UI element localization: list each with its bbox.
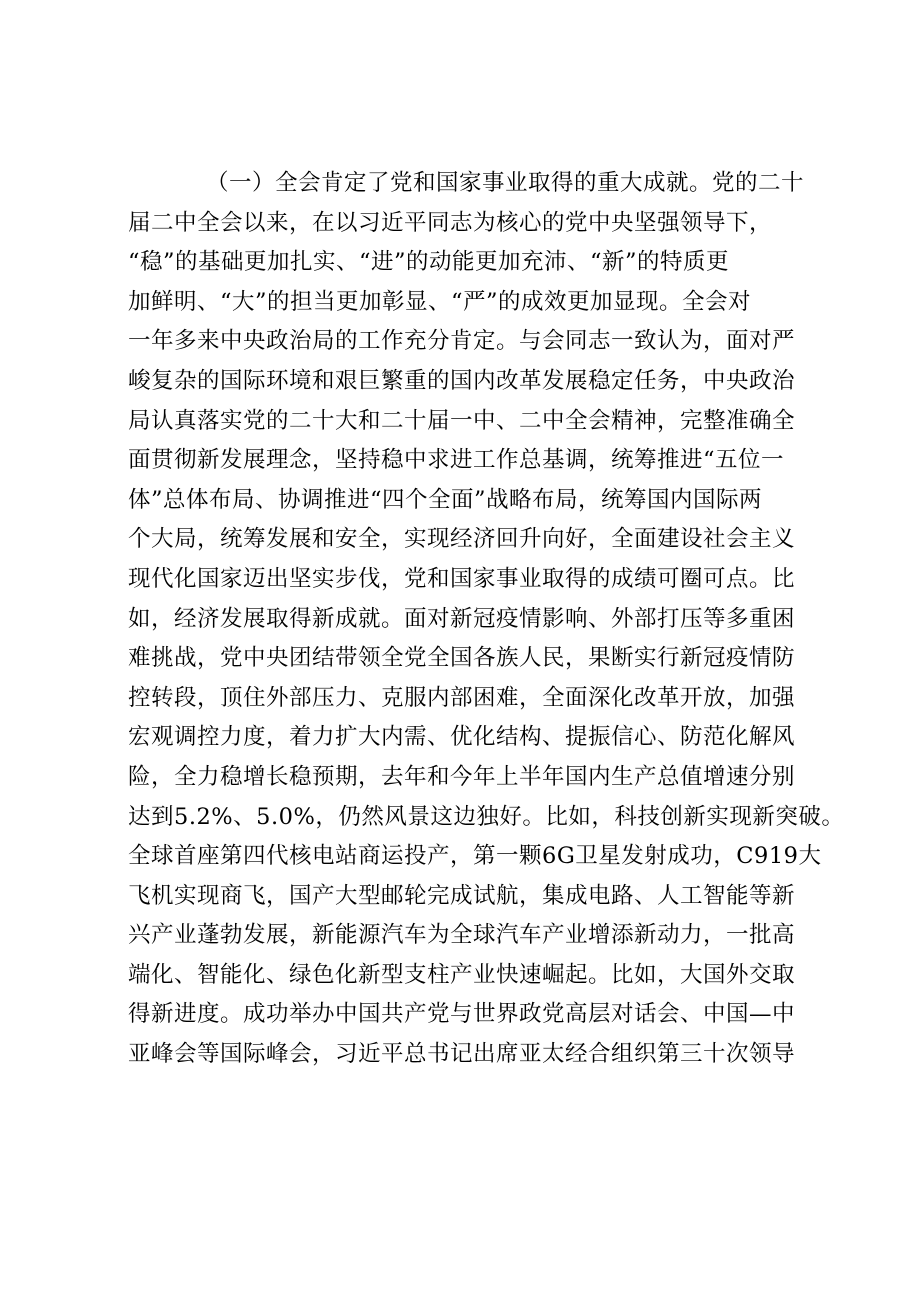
paragraph-line-14: 控转段，顶住外部压力、克服内部困难，全面深化改革开放，加强 — [128, 684, 796, 711]
paragraph-line-6: 峻复杂的国际环境和艰巨繁重的国内改革发展稳定任务，中央政治 — [128, 367, 796, 394]
paragraph-line-17: 达到5.2%、5.0%，仍然风景这边独好。比如，科技创新实现新突破。 — [128, 803, 845, 830]
paragraph-line-7: 局认真落实党的二十大和二十届一中、二中全会精神，完整准确全 — [128, 407, 796, 434]
paragraph-line-12: 如，经济发展取得新成就。面对新冠疫情影响、外部打压等多重困 — [128, 605, 796, 632]
paragraph-line-23: 亚峰会等国际峰会，习近平总书记出席亚太经合组织第三十次领导 — [128, 1041, 796, 1068]
body-paragraph — [128, 164, 845, 1075]
paragraph-line-15: 宏观调控力度，着力扩大内需、优化结构、提振信心、防范化解风 — [128, 724, 796, 751]
paragraph-line-10: 个大局，统筹发展和安全，实现经济回升向好，全面建设社会主义 — [128, 526, 796, 553]
paragraph-line-1: （一）全会肯定了党和国家事业取得的重大成就。党的二十 — [206, 170, 805, 196]
paragraph-line-8: 面贯彻新发展理念，坚持稳中求进工作总基调，统筹推进“五位一 — [128, 447, 785, 474]
paragraph-line-5: 一年多来中央政治局的工作充分肯定。与会同志一致认为，面对严 — [128, 328, 796, 355]
paragraph-line-22: 得新进度。成功举办中国共产党与世界政党高层对话会、中国—中 — [128, 1001, 796, 1028]
paragraph-line-11: 现代化国家迈出坚实步伐，党和国家事业取得的成绩可圈可点。比 — [128, 565, 796, 592]
paragraph-line-4: 加鲜明、“大”的担当更加彰显、“严”的成效更加显现。全会对 — [128, 288, 752, 315]
paragraph-line-9: 体”总体布局、协调推进“四个全面”战略布局，统筹国内国际两 — [128, 486, 763, 513]
paragraph-line-19: 飞机实现商飞，国产大型邮轮完成试航，集成电路、人工智能等新 — [128, 882, 796, 909]
paragraph-line-18: 全球首座第四代核电站商运投产，第一颗6G卫星发射成功，C919大 — [128, 843, 822, 870]
paragraph-line-20: 兴产业蓬勃发展，新能源汽车为全球汽车产业增添新动力，一批高 — [128, 922, 796, 949]
paragraph-line-2: 届二中全会以来，在以习近平同志为核心的党中央坚强领导下， — [128, 209, 773, 236]
paragraph-line-16: 险，全力稳增长稳预期，去年和今年上半年国内生产总值增速分别 — [128, 763, 796, 790]
paragraph-line-21: 端化、智能化、绿色化新型支柱产业快速崛起。比如，大国外交取 — [128, 961, 796, 988]
paragraph-line-3: “稳”的基础更加扎实、“进”的动能更加充沛、“新”的特质更 — [128, 249, 730, 276]
paragraph-line-13: 难挑战，党中央团结带领全党全国各族人民，果断实行新冠疫情防 — [128, 645, 796, 672]
